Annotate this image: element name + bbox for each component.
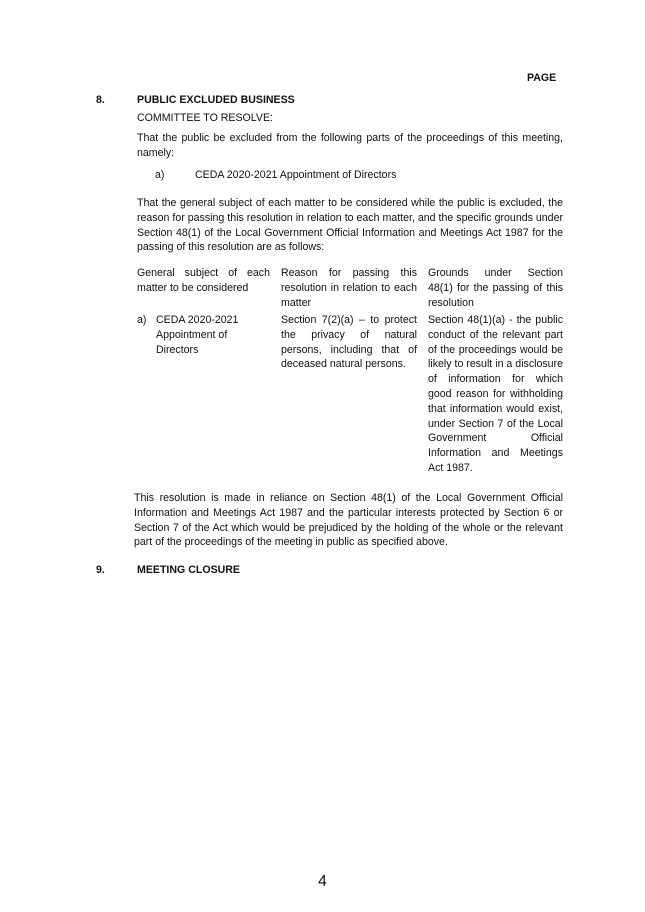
item-a-text: CEDA 2020-2021 Appointment of Directors [195,169,397,181]
committee-to-resolve: COMMITTEE TO RESOLVE: [137,112,273,124]
section-8-title: PUBLIC EXCLUDED BUSINESS [137,94,295,106]
resolution-closing-paragraph: This resolution is made in reliance on Section 48(1) of the Local Government Official Information and Meetings Act 1987 and the particular interests protected by Section 6 or Section 7 of the Act which would be prejudiced by the holding of the whole or the relevant part of the proceedings of the meeting in public as specified above. [134,492,563,549]
table-row-letter: a) [137,314,147,326]
item-a-letter: a) [155,169,165,181]
section-9-number: 9. [96,564,105,576]
table-row-reason: Section 7(2)(a) – to protect the privacy of natural persons, including that of deceased natural persons. [281,314,417,371]
table-header-reason: Reason for passing this resolution in relation to each matter [281,267,417,309]
page-column-label: PAGE [527,72,557,84]
general-subject-paragraph: That the general subject of each matter to be considered while the public is excluded, the reason for passing this resolution in relation to each matter, and the specific grounds under Section 48(1) of the Local Government Official Information and Meetings Act 1987 for the passing of this resolution are as follows: [137,197,563,254]
section-8-number: 8. [96,94,105,106]
page-number: 4 [318,873,327,890]
section-9-title: MEETING CLOSURE [137,564,240,576]
table-row-subject: CEDA 2020-2021 Appointment of Directors [156,314,239,356]
table-row-grounds: Section 48(1)(a) - the public conduct of the relevant part of the proceedings would be likely to result in a disclosure of information for which good reason for withholding that information would exist, under Section 7 of the Local Government Official Information and Meetings Act 1987. [428,314,563,474]
exclusion-intro-paragraph: That the public be excluded from the following parts of the proceedings of this meeting, namely: [137,132,563,159]
table-header-subject: General subject of each matter to be considered [137,267,270,294]
table-header-grounds: Grounds under Section 48(1) for the passing of this resolution [428,267,563,309]
